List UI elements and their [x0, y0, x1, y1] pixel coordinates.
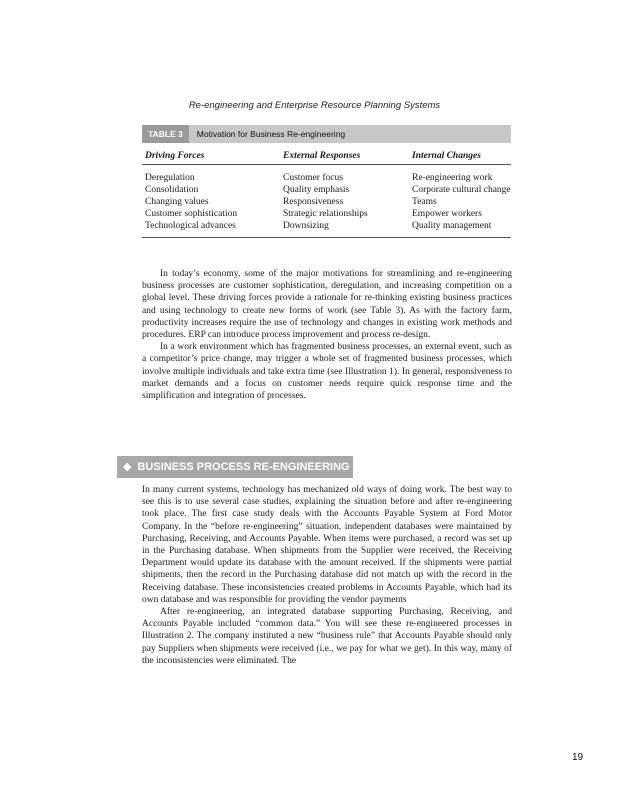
table-cell: Quality emphasis: [283, 185, 350, 195]
table-row: [142, 208, 511, 220]
column-header-driving-forces: Driving Forces: [142, 151, 280, 165]
running-head: Re-engineering and Enterprise Resource Planning Systems: [188, 100, 441, 111]
section-heading-text: BUSINESS PROCESS RE-ENGINEERING: [137, 461, 350, 473]
motivation-table: [142, 151, 511, 238]
column-header-internal-changes: Internal Changes: [409, 151, 511, 165]
table-label: TABLE 3: [142, 125, 189, 143]
table-caption-bar: [142, 125, 511, 143]
table-cell: Empower workers: [412, 209, 482, 219]
table-cell: Responsiveness: [283, 197, 344, 207]
table-cell: Teams: [412, 197, 437, 207]
diamond-bullet-icon: ◆: [123, 461, 132, 473]
table-caption: Motivation for Business Re-engineering: [196, 129, 346, 139]
paragraph: After re-engineering, an integrated database supporting Purchasing, Receiving, and Accounts Payable included “common data.” You will see these re-engineered processes in Illustration 2. The company instituted a new “business rule” that Accounts Payable should only pay Suppliers when shipments were received (i.e., we pay for what we get). In this way, many of the inconsistencies were eliminated. The: [142, 607, 512, 666]
paragraph: In today’s economy, some of the major motivations for streamlining and re-engineering business processes are customer sophistication, deregulation, and increasing competition on a global level. These driving forces provide a rationale for re-thinking existing business practices and using technology to create new forms of work (see Table 3). As with the factory farm, productivity increases require the use of technology and changes in existing work methods and procedures. ERP can introduce process improvement and process re-design.: [142, 269, 512, 341]
page-number: 19: [572, 752, 584, 763]
table-cell: Strategic relationships: [283, 209, 368, 219]
section-heading: [117, 456, 353, 478]
table-cell: Consolidation: [145, 185, 199, 195]
table-row: [142, 196, 511, 208]
table-header-row: [142, 151, 511, 165]
table-row: [142, 184, 511, 196]
column-header-external-responses: External Responses: [280, 151, 409, 165]
table-cell: Customer focus: [283, 173, 343, 183]
table-cell: Customer sophistication: [145, 209, 238, 219]
table-cell: Technological advances: [142, 220, 280, 238]
table-cell: Changing values: [145, 197, 209, 207]
paragraph: In a work environment which has fragmented business processes, an external event, such as a competitor’s price change, may trigger a whole set of fragmented business processes, which involve multiple individuals and take extra time (see Illustration 1). In general, responsiveness to market demands and a focus on customer needs require quick response time and the simplification and integration of processes.: [142, 342, 512, 402]
table-cell: Downsizing: [280, 220, 409, 238]
table-cell: Re-engineering work: [412, 173, 493, 183]
table-cell: Corporate cultural change: [412, 185, 511, 195]
intro-text: [142, 268, 512, 402]
paragraph: In many current systems, technology has mechanized old ways of doing work. The best way to see this is to use several case studies, explaining the situation before and after re-engineering took place. The first case study deals with the Accounts Payable System at Ford Motor Company. In the “before re-engineering” situation, independent databases were maintained by Purchasing, Receiving, and Accounts Payable. When items were purchased, a record was set up in the Purchasing database. When shipments from the Supplier were received, the Receiving Department would update its database with the amount received. If the shipments were partial shipments, then the record in the Purchasing database did not match up with the record in the Receiving database. These inconsistencies created problems in Accounts Payable, which had its own database and was responsible for providing the vendor payments: [142, 485, 512, 605]
table-3: [142, 125, 511, 238]
table-cell: Quality management: [409, 220, 511, 238]
table-row: [142, 220, 511, 238]
table-cell: Deregulation: [145, 173, 195, 183]
section-text: [142, 484, 512, 667]
table-row: [142, 165, 511, 185]
